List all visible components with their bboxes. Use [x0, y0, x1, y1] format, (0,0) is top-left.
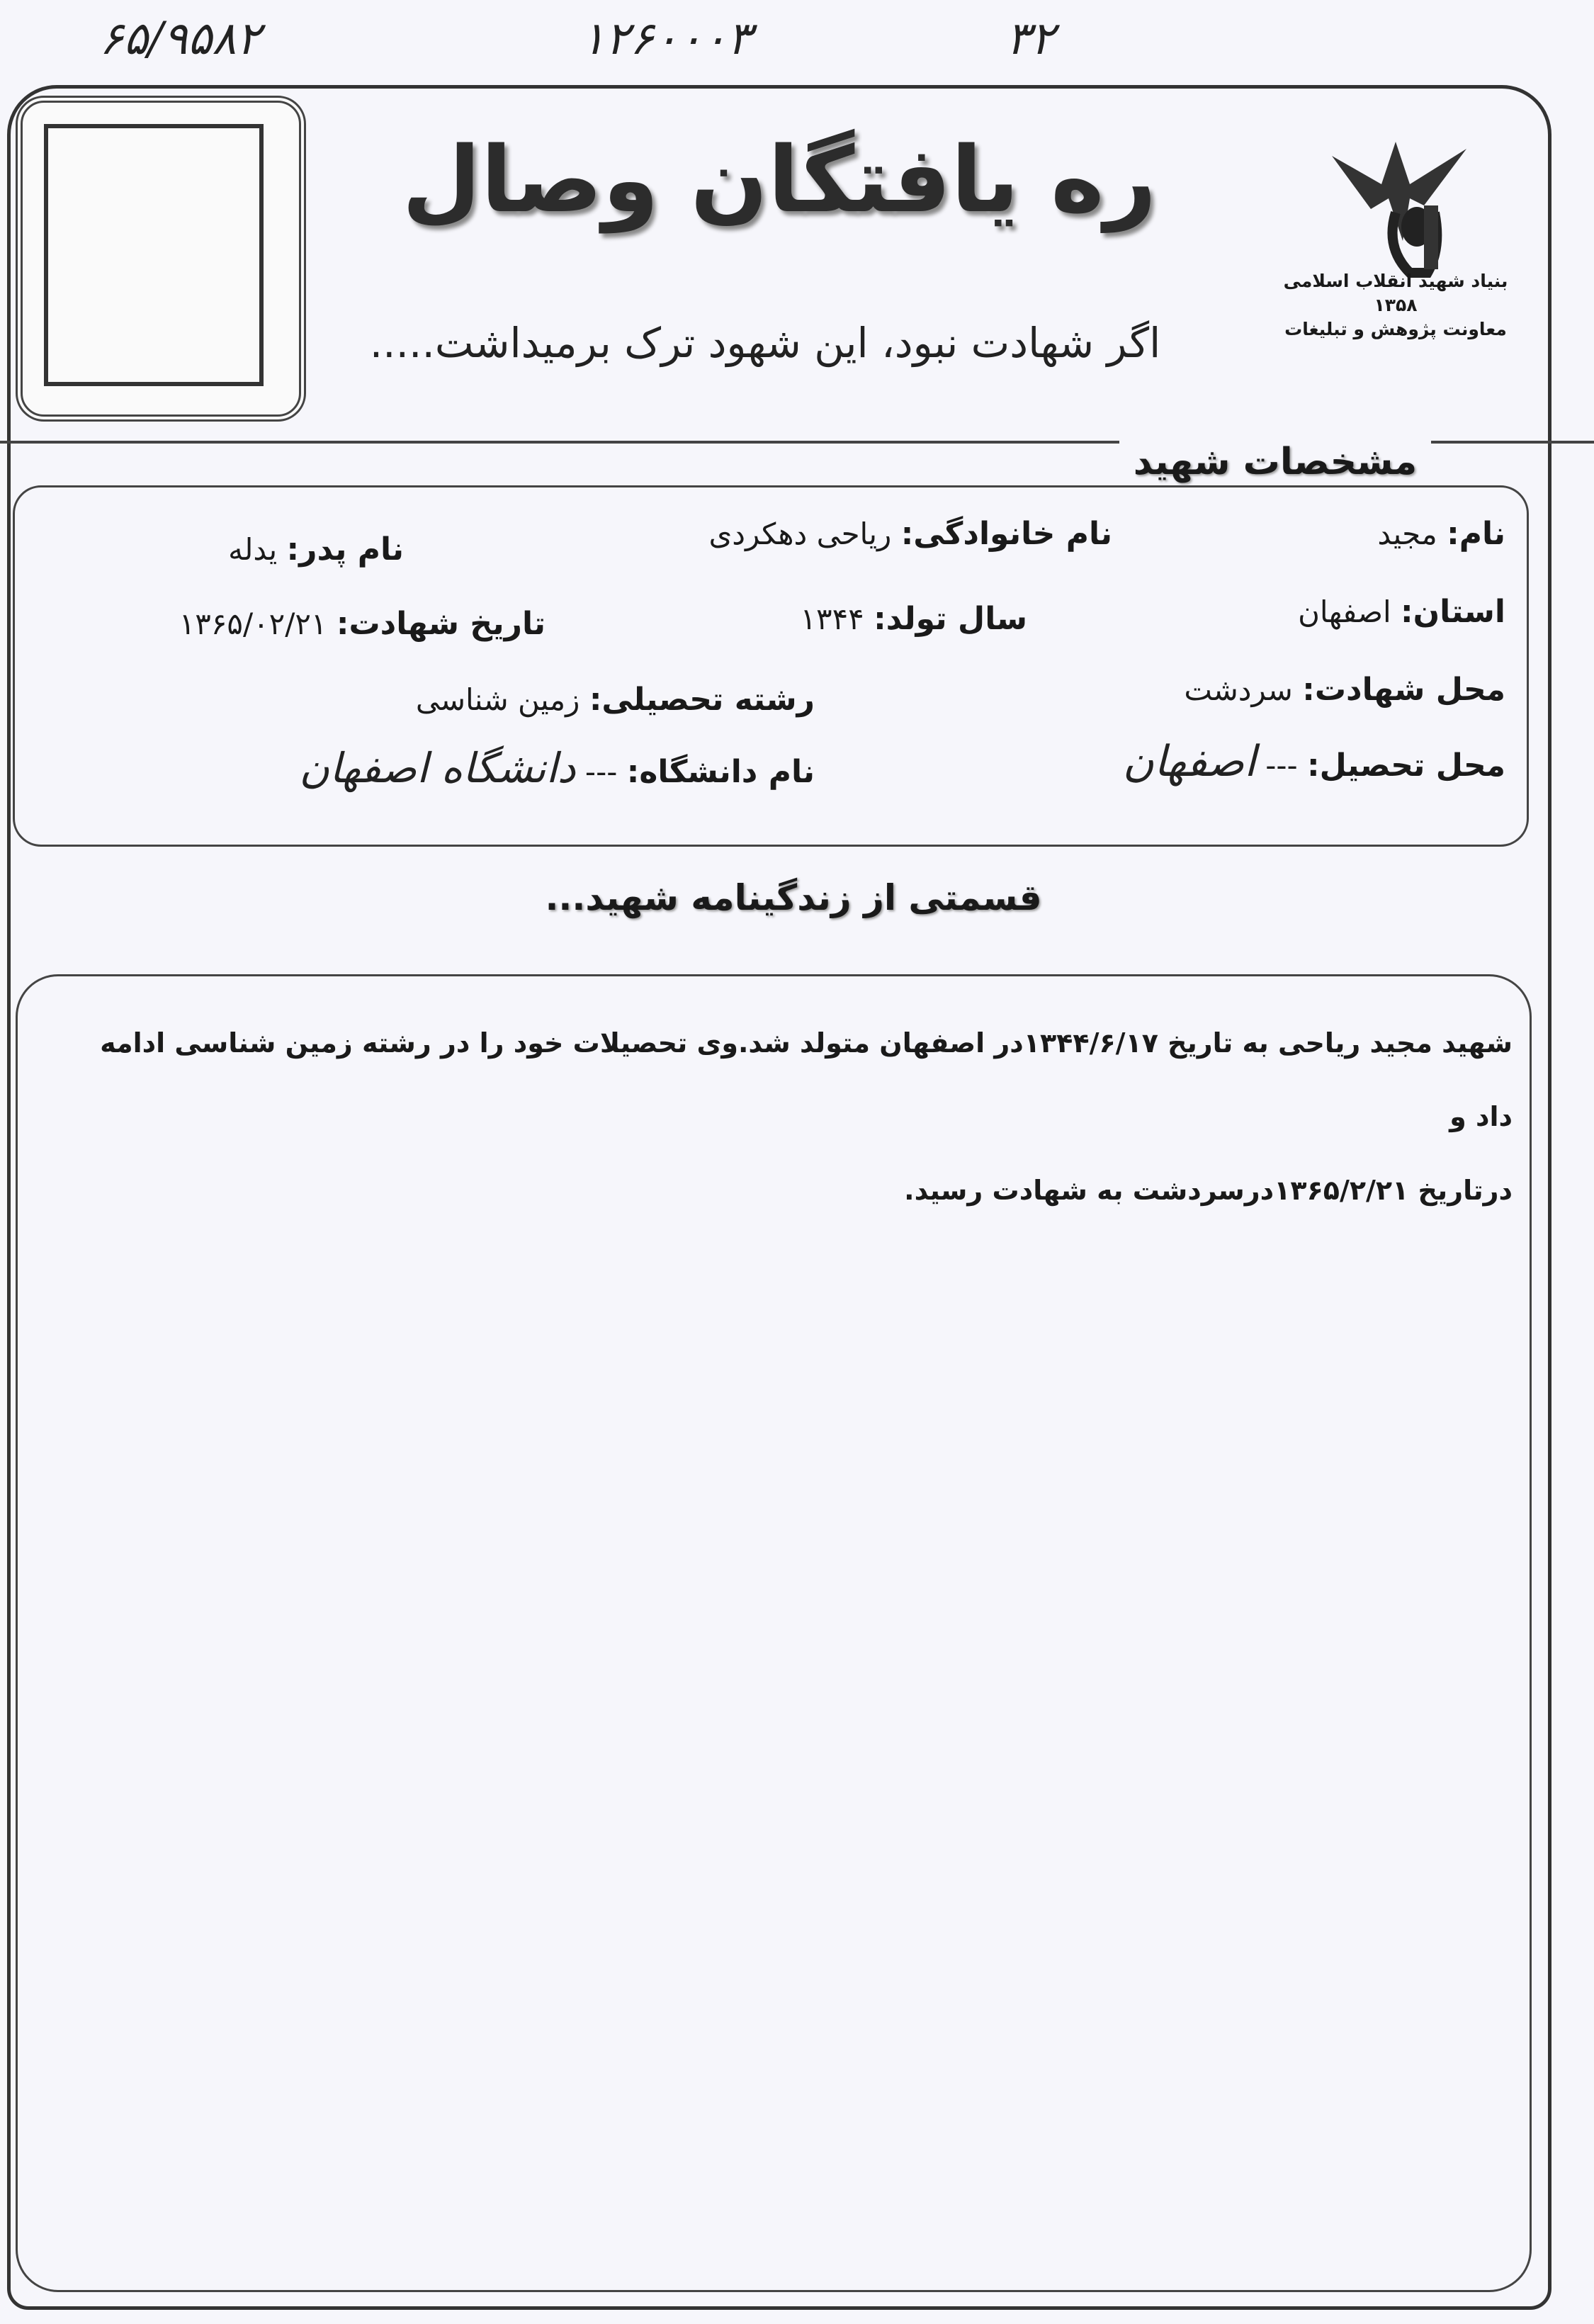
biography-title: قسمتی از زندگینامه شهید... — [545, 877, 1042, 918]
father-name-label: نام پدر: — [286, 531, 404, 568]
family-name-label: نام خانوادگی: — [900, 516, 1112, 552]
biography-text — [57, 1006, 1513, 1227]
province-label: استان: — [1401, 594, 1505, 630]
university-value: دانشگاه اصفهان — [299, 744, 576, 792]
martyrdom-date-label: تاریخ شهادت: — [336, 606, 546, 642]
martyrdom-date-value: ۱۳۶۵/۰۲/۲۱ — [179, 607, 327, 641]
family-name-field — [708, 516, 1112, 552]
archive-number-middle: ۱۲۶۰۰۰۳ — [581, 13, 752, 65]
biography-line-2: درتاریخ ۱۳۶۵/۲/۲۱درسردشت به شهادت رسید. — [904, 1175, 1513, 1206]
name-value: مجید — [1377, 517, 1437, 551]
university-field — [300, 744, 815, 792]
logo-org-name: بنیاد شهید انقلاب اسلامی — [1283, 271, 1508, 291]
birth-year-value: ۱۳۴۴ — [800, 602, 864, 636]
study-place-dashes: --- — [1265, 748, 1298, 783]
slogan: اگر شهادت نبود، این شهود ترک برمیداشت..... — [369, 319, 1161, 367]
martyrdom-place-label: محل شهادت: — [1302, 672, 1505, 708]
father-name-value: یدله — [228, 532, 278, 567]
martyrdom-date-field — [179, 606, 546, 642]
martyr-info-title: مشخصات شهید — [1119, 441, 1431, 483]
photo-placeholder — [44, 124, 264, 386]
birth-year-field — [800, 601, 1027, 637]
name-field — [1377, 516, 1505, 552]
family-name-value: ریاحی دهکردی — [708, 517, 892, 551]
study-place-value: اصفهان — [1122, 737, 1256, 786]
martyrdom-place-field — [1184, 672, 1505, 708]
field-of-study-value: زمین شناسی — [415, 682, 580, 717]
biography-line-1: شهید مجید ریاحی به تاریخ ۱۳۴۴/۶/۱۷در اصفهان متولد شد.وی تحصیلات خود را در رشته زمین شناسی ادامه داد و — [100, 1027, 1513, 1132]
study-place-label: محل تحصیل: — [1307, 748, 1505, 784]
university-label: نام دانشگاه: — [626, 754, 815, 790]
field-of-study-field — [416, 682, 815, 718]
university-dashes: --- — [584, 755, 618, 789]
birth-year-label: سال تولد: — [874, 601, 1027, 637]
page-title: ره یافتگان وصال — [402, 128, 1157, 233]
field-of-study-label: رشته تحصیلی: — [589, 682, 815, 718]
martyrdom-place-value: سردشت — [1184, 672, 1293, 707]
logo-department: معاونت پژوهش و تبلیغات — [1284, 319, 1507, 339]
name-label: نام: — [1447, 516, 1505, 552]
study-place-field — [1123, 737, 1505, 786]
province-field — [1298, 594, 1505, 630]
father-name-field — [228, 531, 404, 568]
province-value: اصفهان — [1298, 594, 1391, 629]
page-number: ۳۲ — [1006, 13, 1055, 65]
logo-year: ۱۳۵۸ — [1374, 295, 1418, 315]
logo-caption — [1275, 269, 1516, 342]
archive-number-left: ۶۵/۹۵۸۲ — [99, 13, 261, 65]
